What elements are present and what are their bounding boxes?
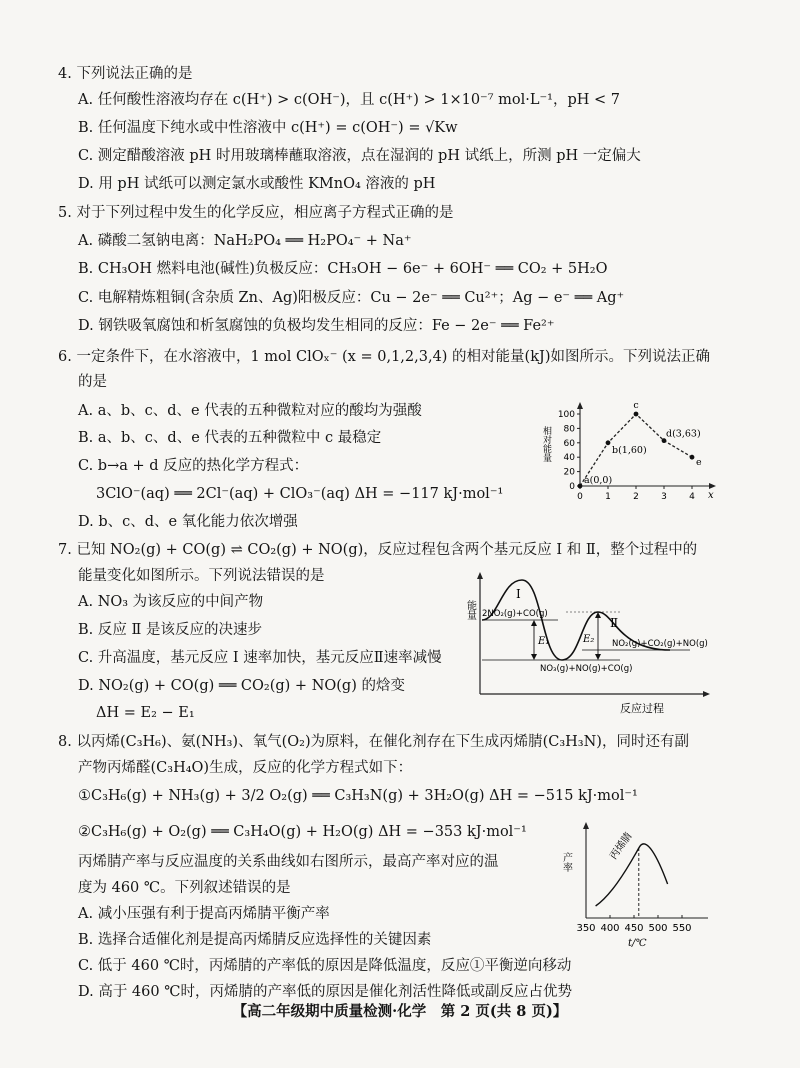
step-i-label: Ⅰ <box>516 587 521 601</box>
question-6-stem: 6. 一定条件下，在水溶液中，1 mol ClOₓ⁻ (x = 0,1,2,3,4) 的相对能量(kJ)如图所示。下列说法正确 <box>58 349 710 365</box>
step-ii-label: Ⅱ <box>610 616 619 630</box>
y-axis-label: 能量 <box>464 600 476 620</box>
question-8-equation-2: ②C₃H₆(g) + O₂(g) ══ C₃H₄O(g) + H₂O(g) ΔH = −353 kJ·mol⁻¹ <box>78 824 527 840</box>
question-6-option-d: D. b、c、d、e 氧化能力依次增强 <box>78 514 298 530</box>
question-7-option-c: C. 升高温度，基元反应 Ⅰ 速率加快，基元反应Ⅱ速率减慢 <box>78 650 442 666</box>
y-tick-label: 40 <box>563 453 575 464</box>
x-tick-label: 0 <box>577 492 583 502</box>
x-tick-label: 3 <box>661 492 667 502</box>
x-axis-label: 反应过程 <box>620 702 664 715</box>
e1-label: E₁ <box>538 636 550 647</box>
yield-curve <box>596 844 668 906</box>
question-6-option-c: C. b→a + d 反应的热化学方程式： <box>78 458 309 474</box>
energy-chart-clox <box>540 398 720 504</box>
question-8-option-a: A. 减小压强有利于提高丙烯腈平衡产率 <box>78 906 330 922</box>
y-tick-label: 20 <box>563 467 575 478</box>
yield-temperature-chart <box>560 822 710 950</box>
x-tick-label: 550 <box>672 923 692 934</box>
question-4-option-d: D. 用 pH 试纸可以测定氯水或酸性 KMnO₄ 溶液的 pH <box>78 176 436 192</box>
question-4-option-b: B. 任何温度下纯水或中性溶液中 c(H⁺) = c(OH⁻) = √Kw <box>78 120 458 136</box>
y-axis-label: 相对能量 <box>541 426 551 462</box>
question-4-option-c: C. 测定醋酸溶液 pH 时用玻璃棒蘸取溶液，点在湿润的 pH 试纸上，所测 pH 一定偏大 <box>78 148 641 164</box>
e1-arrow-head <box>531 620 537 626</box>
e2-label: E₂ <box>583 634 595 645</box>
y-axis-arrow <box>477 572 483 579</box>
e2-arrow-tail <box>595 654 601 660</box>
question-4-stem: 4. 下列说法正确的是 <box>58 66 193 82</box>
curve-label: 丙烯腈 <box>608 830 635 862</box>
data-point <box>634 412 639 417</box>
intermediate-label: NO₃(g)+NO(g)+CO(g) <box>540 664 633 674</box>
data-point-label: b(1,60) <box>612 444 647 456</box>
x-axis-arrow <box>709 483 716 489</box>
x-axis-label: t/℃ <box>628 938 647 949</box>
question-6-stem-continued: 的是 <box>78 374 107 390</box>
question-8-stem-continued: 产物丙烯醛(C₃H₄O)生成，反应的化学方程式如下： <box>78 760 413 776</box>
question-8-option-d: D. 高于 460 ℃时，丙烯腈的产率低的原因是催化剂活性降低或副反应占优势 <box>78 984 572 1000</box>
question-5-option-b: B. CH₃OH 燃料电池(碱性)负极反应：CH₃OH − 6e⁻ + 6OH⁻ ══ CO₂ + 5H₂O <box>78 261 608 277</box>
x-tick-label: 4 <box>689 492 695 502</box>
y-tick-label: 80 <box>563 424 575 435</box>
question-8-body-2: 度为 460 ℃。下列叙述错误的是 <box>78 880 291 896</box>
question-5-option-d: D. 钢铁吸氧腐蚀和析氢腐蚀的负极均发生相同的反应：Fe − 2e⁻ ══ Fe²⁺ <box>78 318 555 334</box>
question-7-option-d: D. NO₂(g) + CO(g) ══ CO₂(g) + NO(g) 的焓变 <box>78 678 405 694</box>
x-tick-label: 400 <box>600 923 620 934</box>
y-axis-arrow <box>583 822 589 829</box>
y-axis-label: 产率 <box>560 852 572 872</box>
x-tick-label: 500 <box>648 923 668 934</box>
reactants-label: 2NO₂(g)+CO(g) <box>482 609 548 619</box>
question-6-option-b: B. a、b、c、d、e 代表的五种微粒中 c 最稳定 <box>78 430 382 446</box>
x-tick-label: 450 <box>624 923 644 934</box>
energy-profile-diagram <box>464 572 710 720</box>
y-axis-arrow <box>577 402 583 409</box>
question-5-option-c: C. 电解精炼粗铜(含杂质 Zn、Ag)阳极反应：Cu − 2e⁻ ══ Cu²⁺；Ag − e⁻ ══ Ag⁺ <box>78 290 625 306</box>
x-tick-label: 1 <box>605 492 611 502</box>
y-tick-label: 100 <box>557 410 575 420</box>
data-point-label: a(0,0) <box>584 475 613 486</box>
question-5-option-a: A. 磷酸二氢钠电离：NaH₂PO₄ ══ H₂PO₄⁻ + Na⁺ <box>78 233 412 249</box>
question-7-enthalpy: ΔH = E₂ − E₁ <box>96 705 195 721</box>
data-point-label: e <box>696 457 702 469</box>
question-5-stem: 5. 对于下列过程中发生的化学反应，相应离子方程式正确的是 <box>58 205 454 221</box>
data-point <box>606 440 611 445</box>
question-4-option-a: A. 任何酸性溶液均存在 c(H⁺) > c(OH⁻)，且 c(H⁺) > 1×10⁻⁷ mol·L⁻¹，pH < 7 <box>78 92 620 108</box>
question-7-stem-continued: 能量变化如图所示。下列说法错误的是 <box>78 568 325 584</box>
x-tick-label: 350 <box>576 923 596 934</box>
question-6-option-a: A. a、b、c、d、e 代表的五种微粒对应的酸均为强酸 <box>78 403 422 419</box>
question-7-option-b: B. 反应 Ⅱ 是该反应的决速步 <box>78 622 262 638</box>
x-axis-arrow <box>703 691 710 697</box>
x-axis-label: x <box>708 490 714 501</box>
data-point-label: c <box>633 400 639 411</box>
e1-arrow-tail <box>531 654 537 660</box>
question-8-option-c: C. 低于 460 ℃时，丙烯腈的产率低的原因是降低温度，反应①平衡逆向移动 <box>78 958 572 974</box>
question-8-stem: 8. 以丙烯(C₃H₆)、氨(NH₃)、氧气(O₂)为原料，在催化剂存在下生成丙烯腈(C₃H₃N)，同时还有副 <box>58 734 689 750</box>
question-7-stem: 7. 已知 NO₂(g) + CO(g) ⇌ CO₂(g) + NO(g)，反应过程包含两个基元反应 Ⅰ 和 Ⅱ，整个过程中的 <box>58 542 698 558</box>
question-8-equation-1: ①C₃H₆(g) + NH₃(g) + 3/2 O₂(g) ══ C₃H₃N(g) + 3H₂O(g) ΔH = −515 kJ·mol⁻¹ <box>78 788 638 804</box>
data-point <box>690 455 695 460</box>
data-point <box>578 484 583 489</box>
y-tick-label: 0 <box>569 482 575 492</box>
data-point-label: d(3,63) <box>666 428 701 440</box>
question-8-option-b: B. 选择合适催化剂是提高丙烯腈反应选择性的关键因素 <box>78 932 432 948</box>
products-label: NO₂(g)+CO₂(g)+NO(g) <box>612 639 708 649</box>
x-tick-label: 2 <box>633 492 639 502</box>
page-footer: 【高二年级期中质量检测·化学 第 2 页(共 8 页)】 <box>232 1003 568 1020</box>
y-tick-label: 60 <box>563 438 575 449</box>
question-6-equation: 3ClO⁻(aq) ══ 2Cl⁻(aq) + ClO₃⁻(aq) ΔH = −117 kJ·mol⁻¹ <box>96 486 504 502</box>
question-7-option-a: A. NO₃ 为该反应的中间产物 <box>78 594 264 610</box>
question-8-body-1: 丙烯腈产率与反应温度的关系曲线如右图所示，最高产率对应的温 <box>78 854 499 870</box>
